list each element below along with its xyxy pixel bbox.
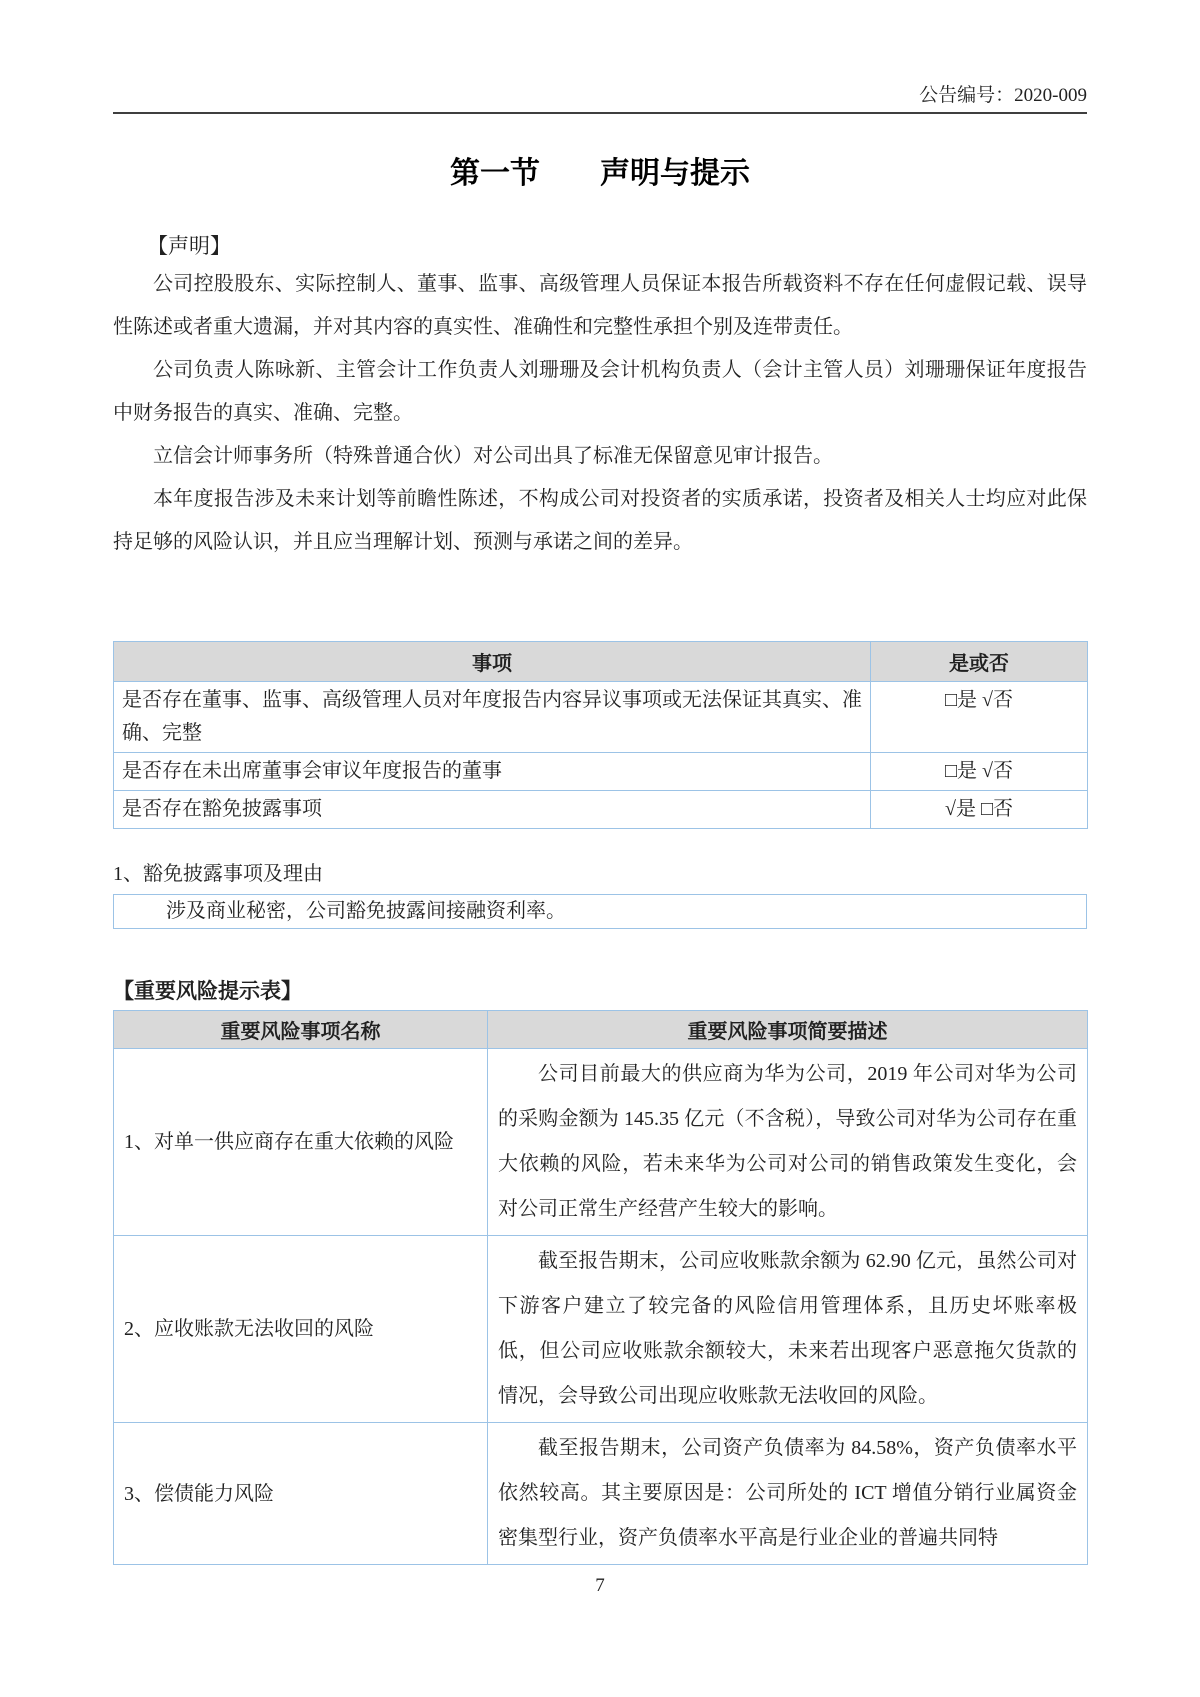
risk-header-row [114, 1011, 1088, 1049]
risk-description-cell: 截至报告期末，公司资产负债率为 84.58%，资产负债率水平依然较高。其主要原因是：公司所处的 ICT 增值分销行业属资金密集型行业，资产负债率水平高是行业企业的普遍共同特 [488, 1423, 1088, 1565]
table-row [114, 1423, 1088, 1565]
answer-cell: □是 √否 [871, 682, 1088, 753]
table-row [114, 1049, 1088, 1236]
risk-description-cell: 截至报告期末，公司应收账款余额为 62.90 亿元，虽然公司对下游客户建立了较完备的风险信用管理体系，且历史坏账率极低，但公司应收账款余额较大，未来若出现客户恶意拖欠货款的情况，会导致公司出现应收账款无法收回的风险。 [488, 1236, 1088, 1423]
statement-paragraph-4: 本年度报告涉及未来计划等前瞻性陈述，不构成公司对投资者的实质承诺，投资者及相关人士均应对此保持足够的风险认识，并且应当理解计划、预测与承诺之间的差异。 [113, 488, 1087, 553]
doc-number: 公告编号：2020-009 [919, 85, 1087, 106]
matter-cell: 是否存在豁免披露事项 [114, 791, 871, 829]
risk-table [113, 1010, 1088, 1565]
exemption-heading: 1、豁免披露事项及理由 [113, 863, 323, 885]
risk-name-cell: 3、偿债能力风险 [114, 1423, 488, 1565]
risk-name-cell: 2、应收账款无法收回的风险 [114, 1236, 488, 1423]
statement-paragraph-2: 公司负责人陈咏新、主管会计工作负责人刘珊珊及会计机构负责人（会计主管人员）刘珊珊保证年度报告中财务报告的真实、准确、完整。 [113, 359, 1087, 424]
exemption-box: 涉及商业秘密，公司豁免披露间接融资利率。 [113, 894, 1087, 929]
table-row [114, 791, 1088, 829]
table-row [114, 1236, 1088, 1423]
risk-header-name: 重要风险事项名称 [114, 1011, 488, 1049]
matters-header-row [114, 642, 1088, 682]
matters-header-answer: 是或否 [871, 642, 1088, 682]
matter-cell: 是否存在董事、监事、高级管理人员对年度报告内容异议事项或无法保证其真实、准确、完整 [114, 682, 871, 753]
matter-cell: 是否存在未出席董事会审议年度报告的董事 [114, 753, 871, 791]
risk-description-cell: 公司目前最大的供应商为华为公司，2019 年公司对华为公司的采购金额为 145.35 亿元（不含税），导致公司对华为公司存在重大依赖的风险，若未来华为公司对公司的销售政策发生变化，会对公司正常生产经营产生较大的影响。 [488, 1049, 1088, 1236]
table-row [114, 753, 1088, 791]
matters-header-matter: 事项 [114, 642, 871, 682]
page-number: 7 [595, 1575, 605, 1596]
risk-header-description: 重要风险事项简要描述 [488, 1011, 1088, 1049]
matters-table [113, 641, 1088, 829]
risk-table-heading: 【重要风险提示表】 [113, 979, 302, 1003]
statement-heading: 【声明】 [147, 234, 231, 258]
statement-paragraph-1: 公司控股股东、实际控制人、董事、监事、高级管理人员保证本报告所载资料不存在任何虚假记载、误导性陈述或者重大遗漏，并对其内容的真实性、准确性和完整性承担个别及连带责任。 [113, 273, 1087, 338]
page-title: 第一节 声明与提示 [450, 157, 750, 190]
table-row [114, 682, 1088, 753]
header-rule [113, 112, 1087, 114]
answer-cell: √是 □否 [871, 791, 1088, 829]
statement-paragraph-3: 立信会计师事务所（特殊普通合伙）对公司出具了标准无保留意见审计报告。 [153, 445, 833, 467]
risk-name-cell: 1、对单一供应商存在重大依赖的风险 [114, 1049, 488, 1236]
answer-cell: □是 √否 [871, 753, 1088, 791]
